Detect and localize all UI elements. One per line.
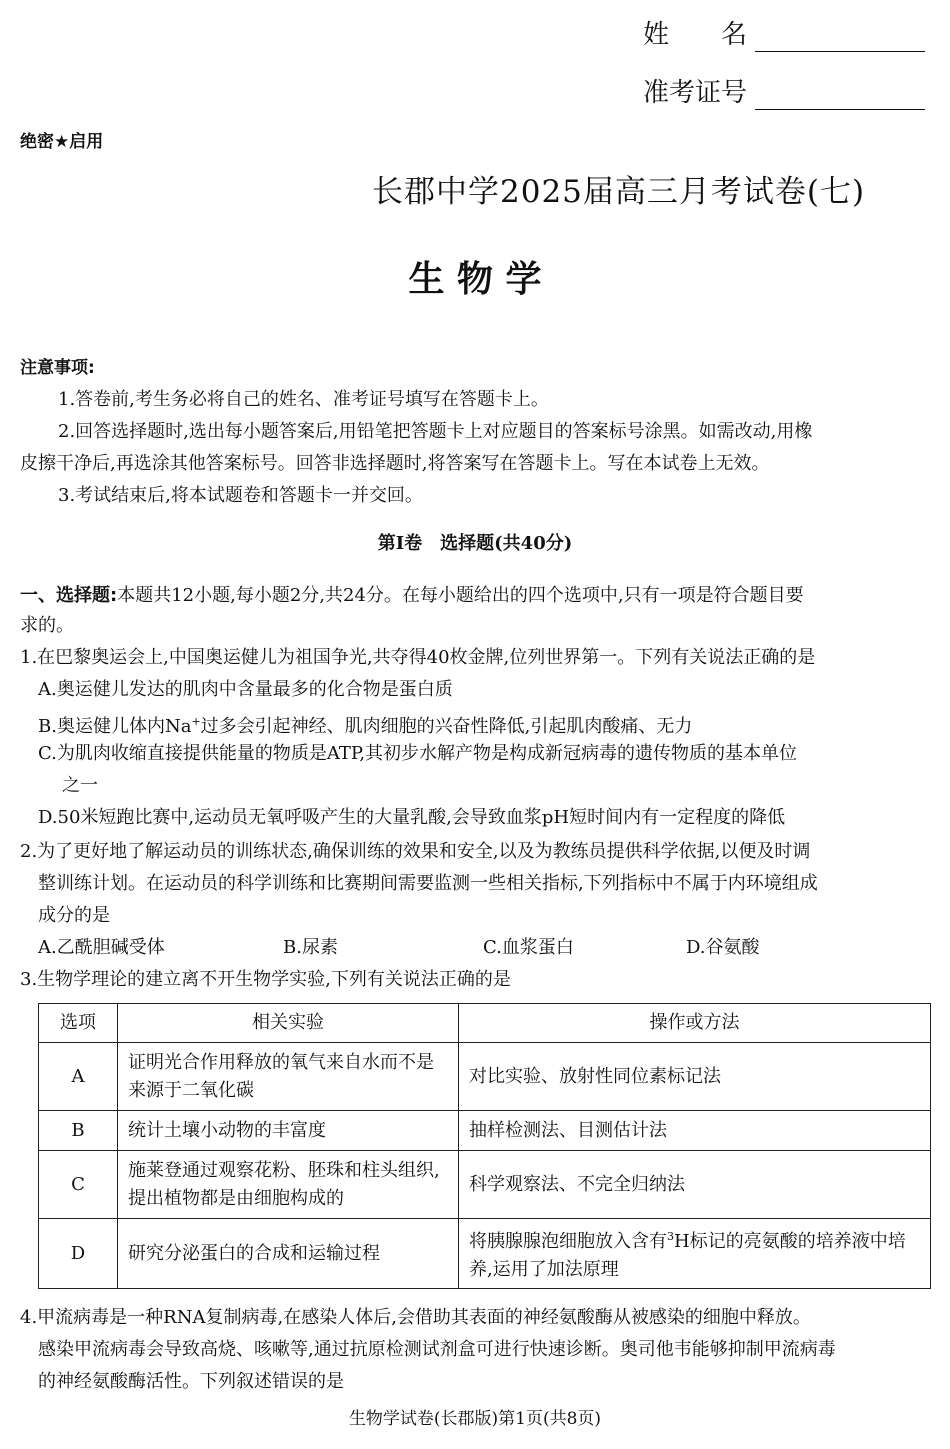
q4-line-1: 4.甲流病毒是一种RNA复制病毒,在感染人体后,会借助其表面的神经氨酸酶从被感染的细胞中释放。 (20, 1307, 811, 1328)
q3-row-method: 科学观察法、不完全归纳法 (459, 1151, 931, 1219)
id-label: 准考证号 (643, 78, 748, 108)
q3-stem: 3.生物学理论的建立离不开生物学实验,下列有关说法正确的是 (20, 969, 511, 990)
q3-row-method-sup: 3 (667, 1230, 674, 1243)
q1-option-d: D.50米短跑比赛中,运动员无氧呼吸产生的大量乳酸,会导致血浆pH短时间内有一定程度的降低 (38, 807, 786, 828)
q4-line-2: 感染甲流病毒会导致高烧、咳嗽等,通过抗原检测试剂盒可进行快速诊断。奥司他韦能够抑制甲流病毒 (38, 1339, 836, 1360)
page-footer: 生物学试卷(长郡版)第1页(共8页) (348, 1409, 602, 1429)
q1-option-c-a: C.为肌肉收缩直接提供能量的物质是ATP,其初步水解产物是构成新冠病毒的遗传物质的基本单位 (38, 743, 798, 764)
name-blank-line (755, 21, 925, 52)
id-field-row (643, 76, 925, 110)
q3-row-option: B (39, 1111, 118, 1151)
q3-row-experiment: 施莱登通过观察花粉、胚珠和柱头组织,提出植物都是由细胞构成的 (118, 1151, 459, 1219)
exam-title: 长郡中学2025届高三月考试卷(七) (372, 174, 866, 210)
section-instruction-a (20, 584, 804, 608)
notice-item-1: 1.答卷前,考生务必将自己的姓名、准考证号填写在答题卡上。 (58, 389, 549, 410)
q3-row-option: A (39, 1043, 118, 1111)
q1-option-a: A.奥运健儿发达的肌肉中含量最多的化合物是蛋白质 (38, 679, 453, 700)
notice-item-2a: 2.回答选择题时,选出每小题答案后,用铅笔把答题卡上对应题目的答案标号涂黑。如需改动,用橡 (58, 421, 813, 442)
q3-row-experiment: 研究分泌蛋白的合成和运输过程 (118, 1219, 459, 1289)
q2-stem-c: 成分的是 (38, 905, 110, 926)
q2-stem-a: 2.为了更好地了解运动员的训练状态,确保训练的效果和安全,以及为教练员提供科学依据,以便及时调 (20, 841, 811, 862)
notice-item-3: 3.考试结束后,将本试题卷和答题卡一并交回。 (58, 485, 423, 506)
table-row (39, 1043, 931, 1111)
table-row (39, 1111, 931, 1151)
q3-row-method: 抽样检测法、目测估计法 (459, 1111, 931, 1151)
q2-option-c: C.血浆蛋白 (483, 937, 574, 958)
name-label: 姓 名 (643, 20, 748, 50)
notice-item-2b: 皮擦干净后,再选涂其他答案标号。回答非选择题时,将答案写在答题卡上。写在本试卷上无效。 (20, 453, 770, 474)
name-field-row (643, 18, 925, 52)
q4-line-3: 的神经氨酸酶活性。下列叙述错误的是 (38, 1371, 344, 1392)
q3-header-option: 选项 (39, 1004, 118, 1043)
q2-option-a: A.乙酰胆碱受体 (38, 937, 165, 958)
q1-option-b-post: 过多会引起神经、肌肉细胞的兴奋性降低,引起肌肉酸痛、无力 (200, 716, 693, 737)
section-instruction-label: 一、选择题: (20, 585, 118, 606)
q3-row-method (459, 1219, 931, 1289)
section-instruction-b: 求的。 (20, 615, 74, 636)
q1-stem: 1.在巴黎奥运会上,中国奥运健儿为祖国争光,共夺得40枚金牌,位列世界第一。下列有关说法正确的是 (20, 647, 816, 668)
section-instruction-text: 本题共12小题,每小题2分,共24分。在每小题给出的四个选项中,只有一项是符合题目要 (117, 585, 804, 606)
q3-row-option: D (39, 1219, 118, 1289)
q2-stem-b: 整训练计划。在运动员的科学训练和比赛期间需要监测一些相关指标,下列指标中不属于内环境组成 (38, 873, 818, 894)
q1-option-c-b: 之一 (62, 775, 98, 796)
table-row (39, 1151, 931, 1219)
q2-option-d: D.谷氨酸 (686, 937, 760, 958)
q3-row-method-pre: 将胰腺腺泡细胞放入含有 (469, 1231, 667, 1252)
q3-header-method: 操作或方法 (459, 1004, 931, 1043)
subject-title: 生 物 学 (408, 258, 542, 300)
q3-header-experiment: 相关实验 (118, 1004, 459, 1043)
q3-row-option: C (39, 1151, 118, 1219)
section-title: 第Ⅰ卷 选择题(共40分) (377, 533, 573, 554)
q3-row-experiment: 证明光合作用释放的氧气来自水而不是来源于二氧化碳 (118, 1043, 459, 1111)
q1-option-b-pre: B.奥运健儿体内Na (38, 716, 192, 737)
q3-row-experiment: 统计土壤小动物的丰富度 (118, 1111, 459, 1151)
q1-option-b-sup: + (191, 715, 201, 728)
q2-option-b: B.尿素 (283, 937, 338, 958)
id-blank-line (755, 79, 925, 110)
table-row (39, 1219, 931, 1289)
q3-row-method: 对比实验、放射性同位素标记法 (459, 1043, 931, 1111)
q3-table-header (39, 1004, 931, 1043)
q3-row-method-post: H标记的亮氨酸的培养液中培养,运用了加法原理 (469, 1231, 906, 1280)
q3-table (38, 1003, 931, 1289)
secret-mark: 绝密★启用 (20, 132, 104, 152)
notice-title: 注意事项: (20, 358, 95, 378)
q1-option-b (38, 710, 692, 739)
